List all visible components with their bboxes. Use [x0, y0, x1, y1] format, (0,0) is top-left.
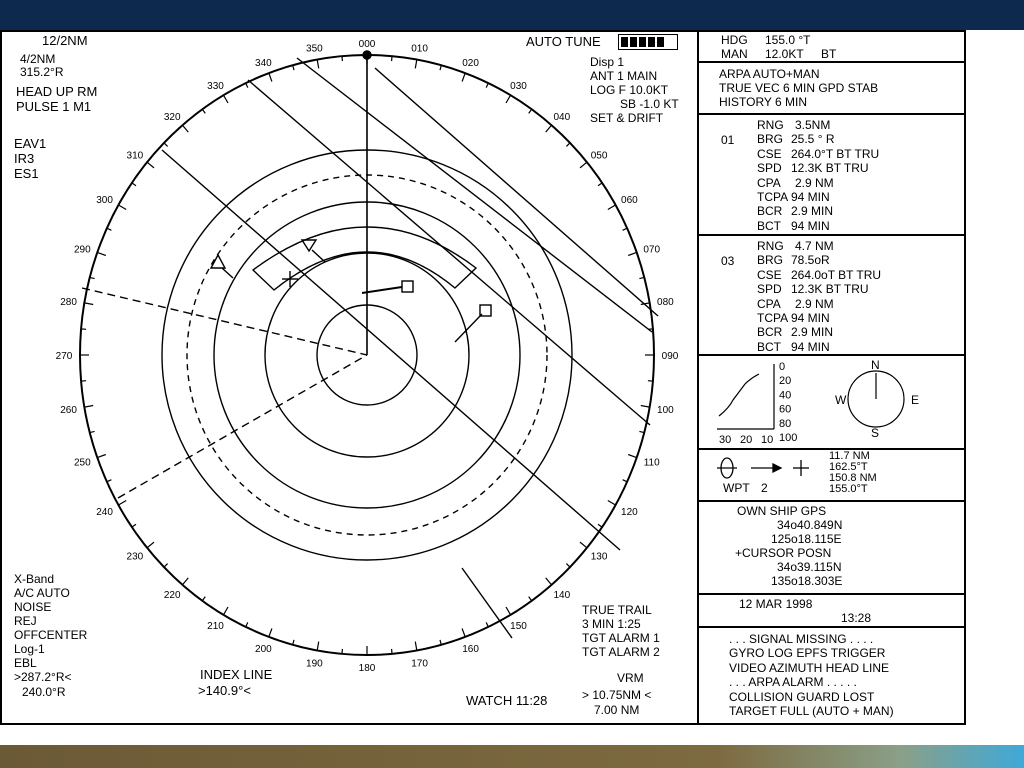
index-line-label[interactable]: INDEX LINE — [200, 667, 273, 682]
bearing-tick-label: 120 — [621, 507, 638, 518]
ir-label: IR3 — [14, 151, 35, 166]
bearing-tick-label: 260 — [60, 405, 77, 417]
bearing-tick — [202, 109, 205, 113]
bearing-tick — [224, 95, 229, 103]
left-status-line[interactable]: X-Band — [14, 572, 55, 586]
ring-interval-label: 4/2NM — [20, 52, 56, 66]
bearing-tick — [415, 642, 417, 651]
antenna-label: ANT 1 MAIN — [590, 69, 658, 83]
hdg-value: 155.0 °T — [765, 33, 811, 47]
time-label: 13:28 — [841, 611, 872, 625]
tgt-alarm-1-label[interactable]: TGT ALARM 1 — [582, 631, 660, 645]
sb-label: SB -1.0 KT — [620, 97, 679, 111]
trail-time-label: 3 MIN 1:25 — [582, 617, 641, 631]
bearing-tick-label: 290 — [73, 244, 91, 256]
alarm-message[interactable]: GYRO LOG EPFS TRIGGER — [729, 646, 886, 661]
arpa-panel — [699, 63, 966, 115]
bearing-tick-label: 130 — [590, 551, 608, 563]
bearing-tick-label: 000 — [358, 39, 376, 50]
date-label: 12 MAR 1998 — [739, 597, 813, 611]
datetime-panel — [699, 595, 966, 628]
bearing-tick — [608, 205, 616, 210]
target-vector — [362, 287, 402, 293]
compass-north: N — [871, 358, 880, 372]
depth-x-tick-label: 20 — [740, 434, 753, 446]
alarm-message[interactable]: . . . ARPA ALARM . . . . . — [729, 675, 857, 690]
cursor-position-label[interactable]: +CURSOR POSN — [735, 546, 832, 560]
bearing-tick-label: 270 — [55, 351, 73, 362]
arpa-mode[interactable]: ARPA AUTO+MAN — [719, 67, 820, 81]
bearing-tick — [566, 143, 570, 147]
bearing-tick — [107, 228, 112, 230]
depth-compass-panel — [699, 356, 966, 450]
left-status-line[interactable]: Log-1 — [14, 642, 45, 656]
target-field-value: 4.7 NM — [795, 239, 834, 253]
bearing-tick — [183, 125, 189, 132]
target-id[interactable]: 03 — [721, 254, 735, 268]
target-field-label: BCR — [757, 204, 783, 219]
target-field-value: 2.9 MIN — [791, 325, 834, 340]
target-field-value: 12.3K BT TRU — [791, 161, 869, 176]
depth-tick-label: 0 — [779, 361, 786, 373]
bearing-tick — [641, 303, 650, 305]
bearing-tick — [598, 524, 602, 527]
relative-bearing-label: 315.2°R — [20, 65, 64, 79]
bearing-tick-label: 210 — [207, 621, 224, 633]
bearing-tick — [641, 406, 650, 408]
bearing-tick — [566, 564, 570, 568]
bearing-tick-label: 350 — [306, 43, 323, 55]
bearing-tick-label: 330 — [207, 80, 224, 92]
index-line-value: >140.9°< — [198, 683, 251, 698]
vrm-label[interactable]: VRM — [617, 671, 644, 685]
bearing-tick — [132, 524, 136, 527]
target-01-panel — [699, 115, 966, 236]
target-field-value: 264.0oT BT TRU — [791, 267, 882, 282]
target-field-value: 2.9 MIN — [791, 204, 834, 219]
parallel-index-line — [297, 58, 652, 332]
bearing-tick — [119, 205, 127, 210]
bearing-tick — [529, 109, 532, 113]
wpt-course: 155.0°T — [829, 483, 868, 495]
bearing-tick — [84, 303, 93, 305]
target-field-label: CSE — [757, 146, 782, 161]
wpt-bearing: 162.5°T — [829, 461, 868, 473]
bearing-tick — [317, 60, 319, 69]
bearing-tick — [147, 162, 154, 168]
target-field-label: RNG — [757, 239, 784, 253]
target-field-label: TCPA — [757, 190, 789, 204]
parallel-index-line — [162, 150, 620, 550]
bearing-tick-label: 220 — [163, 590, 181, 601]
target-field-value: 94 MIN — [791, 190, 830, 204]
bottom-decorative-bar — [0, 745, 1024, 768]
left-status-line: >287.2°R< — [14, 670, 72, 684]
depth-tick-label: 20 — [779, 375, 792, 388]
left-status-line[interactable]: NOISE — [14, 600, 52, 614]
man-value: 12.0KT — [765, 47, 804, 61]
target-field-label: BCR — [757, 325, 783, 340]
target-field-label: RNG — [757, 118, 784, 132]
target-field-label: TCPA — [757, 311, 789, 325]
target-field-label: CSE — [757, 267, 782, 282]
bearing-tick — [246, 622, 248, 627]
left-status-line[interactable]: OFFCENTER — [14, 628, 88, 642]
heading-panel — [699, 30, 966, 63]
display-mode-label[interactable]: HEAD UP RM — [16, 84, 98, 99]
vrm-value-1: > 10.75NM < — [582, 688, 652, 702]
bearing-tick — [580, 162, 587, 168]
target-field-value: 94 MIN — [791, 311, 830, 325]
bearing-tick-label: 190 — [306, 658, 323, 670]
parallel-index-line — [248, 80, 650, 425]
left-status-line: 240.0°R — [22, 685, 66, 699]
bearing-tick — [90, 277, 95, 278]
wpt-range: 11.7 NM — [829, 450, 870, 462]
compass-south: S — [871, 426, 880, 440]
bearing-tick — [639, 431, 644, 432]
bearing-tick — [269, 73, 272, 81]
bearing-tick-label: 230 — [126, 551, 144, 563]
left-status-line[interactable]: REJ — [14, 614, 37, 628]
depth-tick-label: 40 — [779, 389, 792, 402]
bearing-tick — [119, 501, 127, 506]
bearing-tick-label: 100 — [657, 405, 674, 417]
target-id[interactable]: 01 — [721, 133, 735, 147]
depth-tick-label: 80 — [779, 417, 792, 430]
bearing-tick-label: 280 — [60, 296, 77, 308]
hdg-label: HDG — [721, 33, 748, 47]
bearing-tick-label: 240 — [96, 507, 113, 518]
alarm-message[interactable]: COLLISION GUARD LOST — [729, 689, 875, 704]
bearing-tick-label: 090 — [661, 351, 679, 362]
bearing-tick — [506, 607, 511, 615]
bearing-tick — [293, 65, 294, 70]
bearing-tick — [202, 597, 205, 601]
wpt-distance: 150.8 NM — [829, 472, 877, 484]
compass-east: E — [911, 393, 920, 407]
bearing-tick — [269, 629, 272, 637]
ownship-panel — [699, 502, 966, 595]
man-label: MAN — [721, 47, 748, 61]
target-field-label: SPD — [757, 282, 782, 297]
bearing-tick — [623, 480, 628, 482]
bearing-tick — [580, 542, 587, 548]
target-field-label: BCT — [757, 218, 781, 233]
bearing-tick — [486, 622, 488, 627]
bearing-tick-label: 300 — [96, 195, 113, 206]
bearing-tick — [608, 501, 616, 506]
bearing-tick — [224, 607, 229, 615]
disp-label: Disp 1 — [590, 55, 625, 69]
bearing-tick-label: 340 — [255, 57, 272, 69]
bearing-tick — [84, 406, 93, 408]
bearing-tick — [628, 252, 637, 255]
waypoint-panel — [699, 450, 966, 502]
log-speed-label: LOG F 10.0KT — [590, 83, 669, 97]
bearing-tick — [147, 542, 154, 548]
man-suffix: BT — [821, 47, 837, 61]
bearing-tick — [628, 455, 637, 458]
depth-profile-line — [719, 374, 759, 416]
bearing-tick — [97, 455, 106, 458]
left-status-line[interactable]: A/C AUTO — [14, 586, 70, 600]
bearing-tick-label: 060 — [621, 195, 638, 206]
bearing-tick-label: 030 — [510, 80, 527, 92]
range-scale-label[interactable]: 12/2NM — [42, 33, 88, 48]
target-field-value: 94 MIN — [791, 218, 830, 233]
left-status-line: EBL — [14, 656, 37, 670]
ownship-lon: 125o18.115E — [771, 532, 842, 546]
target-vector — [455, 314, 482, 342]
bearing-tick-label: 150 — [510, 621, 527, 633]
target-field-value: 3.5NM — [795, 118, 831, 132]
target-field-value: 2.9 NM — [795, 296, 834, 311]
bearing-tick-label: 110 — [643, 457, 660, 469]
target-vector — [222, 268, 233, 278]
target-field-label: SPD — [757, 161, 782, 176]
bearing-tick — [546, 578, 552, 585]
bearing-tick — [132, 183, 136, 186]
ebl-line — [118, 355, 367, 498]
bearing-tick — [506, 95, 511, 103]
target-03-panel — [699, 236, 966, 356]
depth-x-tick-label: 10 — [761, 434, 774, 446]
bearing-tick — [462, 629, 465, 637]
bearing-tick-label: 310 — [126, 150, 144, 162]
bearing-tick — [486, 83, 488, 88]
target-field-value: 2.9 NM — [795, 175, 834, 190]
tuning-bar — [618, 34, 678, 50]
bearing-tick — [317, 642, 319, 651]
bearing-tick — [462, 73, 465, 81]
eav-label: EAV1 — [14, 136, 47, 151]
trail-mode-label[interactable]: TRUE TRAIL — [582, 603, 652, 617]
bearing-tick — [598, 183, 602, 186]
compass-west: W — [835, 393, 847, 407]
bearing-tick — [440, 640, 441, 645]
ownship-lat: 34o40.849N — [777, 518, 843, 532]
bearing-tick — [529, 597, 532, 601]
target-field-label: BRG — [757, 253, 784, 268]
bearing-tick — [164, 564, 168, 568]
bearing-tick — [107, 480, 112, 482]
cursor-lon: 135o18.303E — [771, 574, 843, 588]
bearing-tick — [164, 143, 168, 147]
bearing-tick-label: 010 — [411, 43, 428, 55]
bearing-tick-label: 200 — [255, 644, 272, 656]
bearing-tick-label: 020 — [462, 57, 479, 69]
target-triangle-inverted[interactable] — [302, 240, 316, 251]
bearing-tick-label: 080 — [657, 296, 674, 308]
wpt-label[interactable]: WPT — [723, 481, 750, 495]
tgt-alarm-2-label[interactable]: TGT ALARM 2 — [582, 645, 660, 659]
arpa-target-01[interactable] — [402, 281, 413, 292]
bearing-tick-label: 040 — [553, 112, 571, 123]
alarm-message[interactable]: VIDEO AZIMUTH HEAD LINE — [729, 660, 890, 675]
bearing-tick-label: 050 — [590, 150, 608, 162]
arrow-right-icon — [773, 464, 781, 472]
target-field-value: 12.3K BT TRU — [791, 282, 869, 297]
set-drift-label[interactable]: SET & DRIFT — [590, 111, 664, 125]
bearing-tick — [97, 252, 106, 255]
target-field-label: CPA — [757, 175, 781, 190]
alarm-panel — [699, 628, 966, 725]
bearing-tick — [293, 640, 294, 645]
bearing-tick — [246, 83, 248, 88]
target-field-value: 25.5 ° R — [791, 132, 835, 147]
bearing-tick-label: 180 — [358, 663, 376, 674]
target-field-value: 264.0°T BT TRU — [791, 146, 880, 161]
bearing-tick — [546, 125, 552, 132]
bearing-tick — [639, 277, 644, 278]
bearing-tick — [623, 228, 628, 230]
depth-tick-label: 60 — [779, 403, 792, 416]
depth-tick-label: 100 — [779, 432, 798, 444]
bearing-tick-label: 250 — [73, 457, 91, 469]
bearing-tick-label: 160 — [462, 644, 479, 656]
ownship-gps-label: OWN SHIP GPS — [737, 504, 827, 518]
target-field-label: BRG — [757, 132, 784, 147]
bearing-tick — [90, 431, 95, 432]
bearing-tick-label: 170 — [411, 658, 428, 670]
depth-x-tick-label: 30 — [719, 434, 732, 446]
target-field-value: 94 MIN — [791, 339, 830, 354]
alarm-message[interactable]: TARGET FULL (AUTO + MAN) — [729, 704, 894, 718]
auto-tune-label[interactable]: AUTO TUNE — [526, 34, 601, 49]
true-vector[interactable]: TRUE VEC 6 MIN GPD STAB — [719, 81, 879, 95]
target-field-label: BCT — [757, 339, 781, 354]
wpt-number: 2 — [761, 481, 768, 495]
target-vector — [312, 250, 325, 262]
target-field-label: CPA — [757, 296, 781, 311]
bearing-tick — [183, 578, 189, 585]
alarm-message[interactable]: . . . SIGNAL MISSING . . . . — [729, 632, 874, 646]
parallel-index-line — [375, 68, 661, 316]
es-label: ES1 — [14, 166, 39, 181]
bearing-tick-label: 320 — [163, 112, 181, 123]
bearing-tick-label: 070 — [643, 244, 661, 256]
pulse-label[interactable]: PULSE 1 M1 — [16, 99, 92, 114]
history-setting[interactable]: HISTORY 6 MIN — [719, 95, 808, 109]
cursor-lat: 34o39.115N — [777, 560, 842, 574]
bearing-tick-label: 140 — [553, 590, 571, 601]
bearing-tick — [440, 65, 441, 70]
target-field-value: 78.5oR — [791, 253, 830, 268]
vrm-value-2: 7.00 NM — [594, 703, 640, 717]
watch-timer[interactable]: WATCH 11:28 — [466, 693, 548, 708]
bearing-tick — [415, 60, 417, 69]
